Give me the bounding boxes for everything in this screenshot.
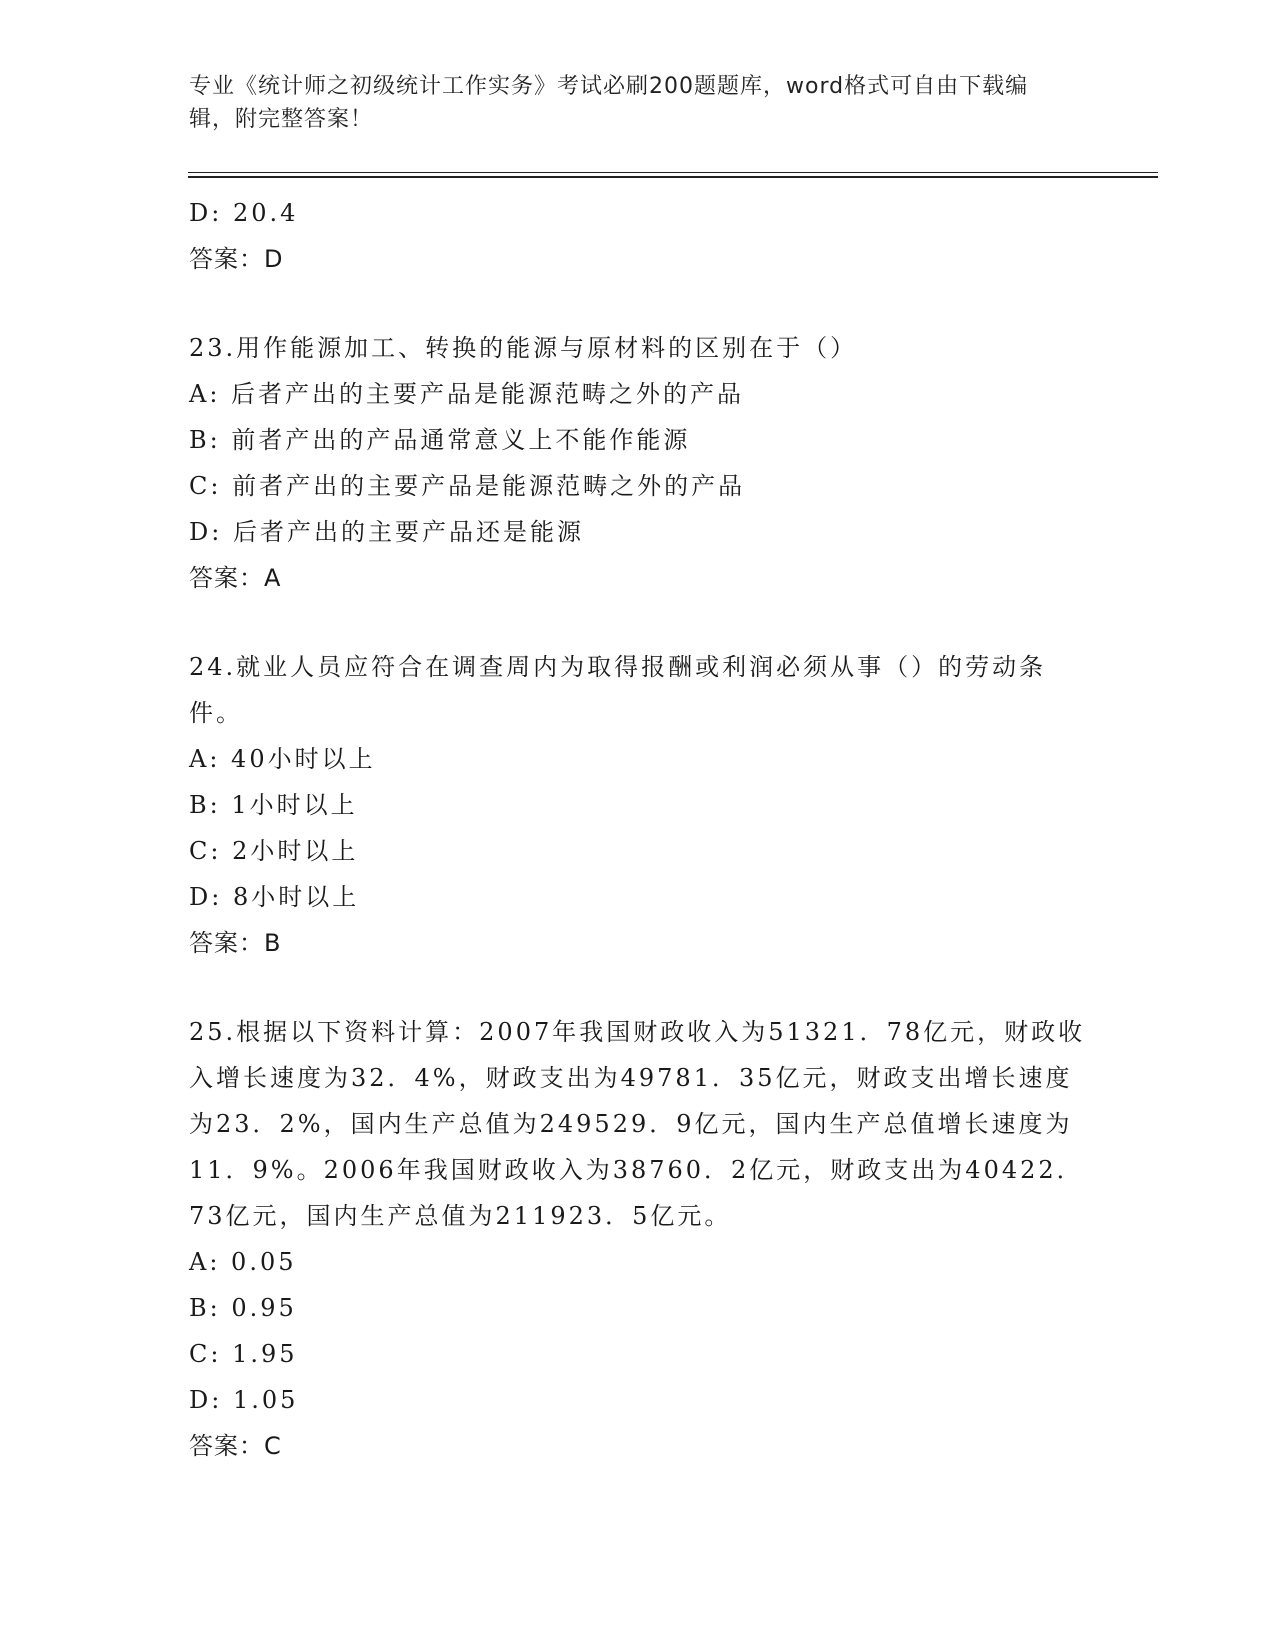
option-c: C: 前者产出的主要产品是能源范畴之外的产品: [189, 472, 746, 500]
option-b: B: 前者产出的产品通常意义上不能作能源: [189, 426, 691, 454]
question-25: [189, 1009, 1089, 1469]
option-b: B: 0.95: [189, 1294, 297, 1322]
prev-option-d: D: 20.4: [189, 199, 299, 227]
option-d: D: 后者产出的主要产品还是能源: [189, 518, 584, 546]
option-c: C: 1.95: [189, 1340, 298, 1368]
option-c: C: 2小时以上: [189, 837, 359, 865]
question-23: [189, 325, 1089, 601]
option-b: B: 1小时以上: [189, 791, 358, 819]
prev-answer: 答案：D: [189, 245, 284, 273]
question-stem: 24.就业人员应符合在调查周内为取得报酬或利润必须从事（）的劳动条件。: [189, 653, 1047, 727]
header-rule-thick: [188, 176, 1158, 178]
answer: 答案：B: [189, 929, 282, 957]
option-a: A: 40小时以上: [189, 745, 376, 773]
header-rule-thin: [188, 172, 1158, 173]
document-header: 专业《统计师之初级统计工作实务》考试必刷200题题库，word格式可自由下载编辑，附完整答案！: [189, 74, 1029, 132]
question-stem: 25.根据以下资料计算：2007年我国财政收入为51321．78亿元，财政收入增长速度为32．4%，财政支出为49781．35亿元，财政支出增长速度为23．2%，国内生产总值为249529．9亿元，国内生产总值增长速度为11．9%。2006年我国财政收入为38760．2亿元，财政支出为40422．73亿元，国内生产总值为211923．5亿元。: [189, 1018, 1086, 1230]
answer: 答案：A: [189, 564, 282, 592]
question-stem: 23.用作能源加工、转换的能源与原材料的区别在于（）: [189, 334, 858, 362]
option-a: A: 0.05: [189, 1248, 297, 1276]
question-24: [189, 644, 1089, 966]
option-d: D: 1.05: [189, 1386, 299, 1414]
question-list: [189, 190, 1089, 1469]
option-a: A: 后者产出的主要产品是能源范畴之外的产品: [189, 380, 745, 408]
option-d: D: 8小时以上: [189, 883, 360, 911]
answer: 答案：C: [189, 1432, 282, 1460]
